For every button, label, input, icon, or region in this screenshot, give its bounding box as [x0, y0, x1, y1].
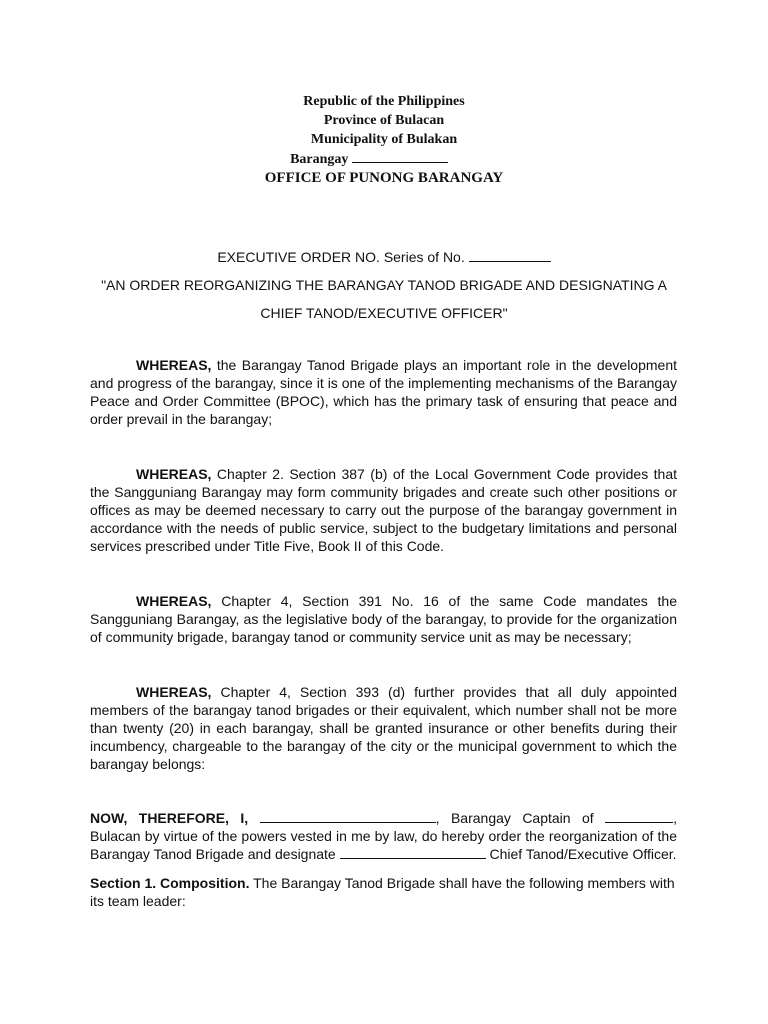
- republic-line: Republic of the Philippines: [303, 94, 465, 109]
- order-title-block: [0, 243, 768, 327]
- whereas-paragraph-4: [90, 683, 677, 773]
- now-therefore-part-3: Chief Tanod/Executive Officer.: [489, 846, 677, 862]
- whereas-text: Chapter 2. Section 387 (b) of the Local Government Code provides that the Sangguniang Barangay may form community brigades and create such other positions or offices as may be deemed necessary to carry out the purpose of the barangay government in accordance with the needs of public service, subject to the budgetary limitations and personal services prescribed under Title Five, Book II of this Code.: [90, 466, 678, 554]
- whereas-text: Chapter 4, Section 393 (d) further provides that all duly appointed members of the barangay tanod brigades or their equivalent, which number shall not be more than twenty (20) in each barangay, shall be granted insurance or other benefits during their incumbency, chargeable to the barangay of the city or the municipal government to which the barangay belongs:: [90, 684, 677, 772]
- barangay-label: Barangay: [290, 152, 349, 167]
- barangay-line: [0, 149, 768, 169]
- chief-tanod-blank: [340, 845, 486, 859]
- whereas-lead: WHEREAS,: [136, 593, 212, 609]
- whereas-lead: WHEREAS,: [136, 466, 212, 482]
- now-therefore-paragraph: [90, 809, 677, 863]
- now-therefore-lead: NOW, THEREFORE, I,: [90, 810, 249, 826]
- section-1-heading: Section 1. Composition.: [90, 875, 250, 891]
- whereas-paragraph-3: [90, 592, 677, 646]
- whereas-paragraph-1: [90, 356, 677, 428]
- whereas-lead: WHEREAS,: [136, 357, 212, 373]
- order-number-blank: [469, 248, 551, 262]
- captain-name-blank: [260, 809, 436, 823]
- order-number-line: [0, 243, 768, 271]
- office-title: OFFICE OF PUNONG BARANGAY: [264, 170, 504, 186]
- now-therefore-part-1: , Barangay Captain of: [435, 810, 594, 826]
- barangay-name-blank: [605, 809, 673, 823]
- whereas-text: the Barangay Tanod Brigade plays an important role in the development and progress of the barangay, since it is one of the implementing mechanisms of the Barangay Peace and Order Committee (BPOC), which has the primary task of ensuring that peace and order prevail in the barangay;: [90, 357, 678, 427]
- province-line: Province of Bulacan: [323, 113, 445, 128]
- whereas-lead: WHEREAS,: [136, 684, 212, 700]
- whereas-text: Chapter 4, Section 391 No. 16 of the same Code mandates the Sangguniang Barangay, as the legislative body of the barangay, to provide for the organization of community brigade, barangay tanod or community service unit as may be necessary;: [90, 593, 678, 645]
- order-number-text: EXECUTIVE ORDER NO. Series of No.: [217, 249, 465, 265]
- now-therefore-part-2: , Bulacan by virtue of the powers vested in me by law, do hereby order the reorganization of the Barangay Tanod Brigade and designate: [90, 810, 678, 862]
- section-1-paragraph: [90, 874, 677, 910]
- whereas-paragraph-2: [90, 465, 677, 555]
- order-title-line-2: CHIEF TANOD/EXECUTIVE OFFICER": [260, 305, 508, 321]
- letterhead: [0, 92, 768, 188]
- barangay-blank: [352, 149, 448, 163]
- order-title-line-1: "AN ORDER REORGANIZING THE BARANGAY TANOD BRIGADE AND DESIGNATING A: [101, 277, 667, 293]
- section-1-text: The Barangay Tanod Brigade shall have the following members with its team leader:: [90, 875, 675, 909]
- municipality-line: Municipality of Bulakan: [310, 132, 458, 147]
